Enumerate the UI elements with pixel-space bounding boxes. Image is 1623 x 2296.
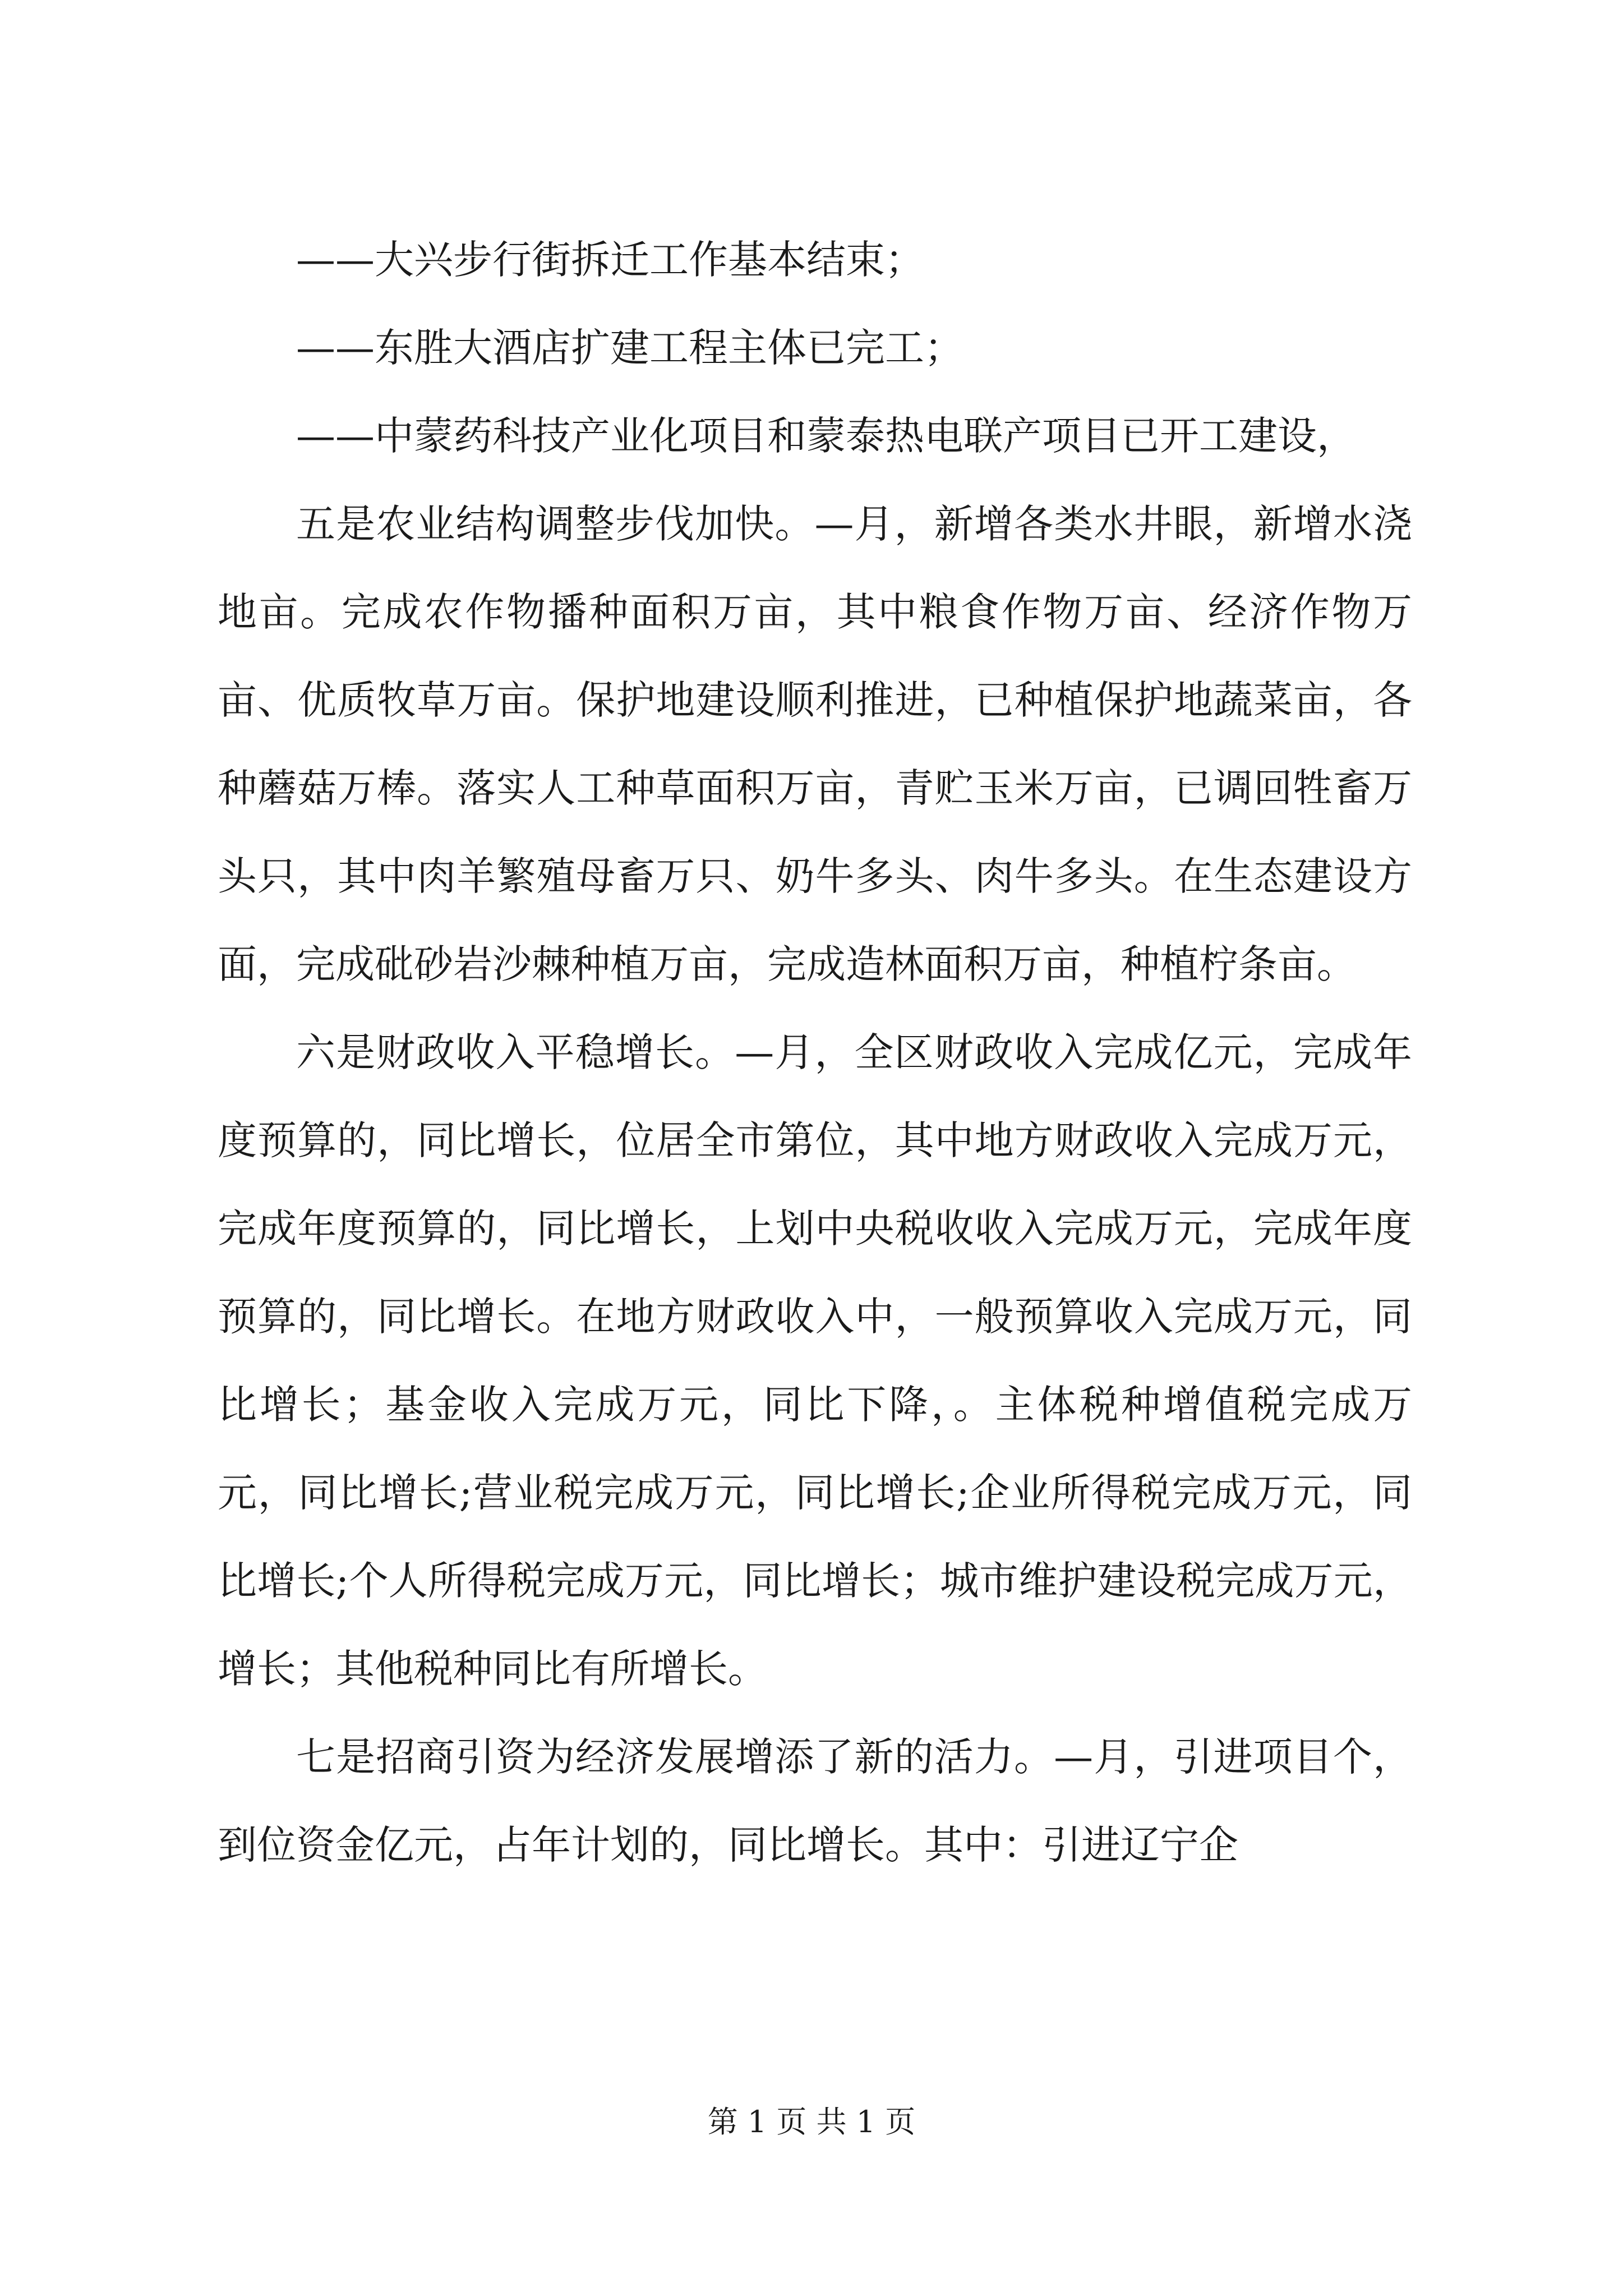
paragraph-2: ——东胜大酒店扩建工程主体已完工； xyxy=(296,325,963,371)
page-number-label: 第 1 页 共 1 页 xyxy=(707,2104,916,2139)
paragraph-1: ——大兴步行街拆迁工作基本结束； xyxy=(296,237,924,283)
paragraph-4: 五是农业结构调整步伐加快。—月，新增各类水井眼，新增水浇地亩。完成农作物播种面积万亩，其中粮食作物万亩、经济作物万亩、优质牧草万亩。保护地建设顺利推进，已种植保护地蔬菜亩，各种蘑菇万棒。落实人工种草面积万亩，青贮玉米万亩，已调回牲畜万头只，其中肉羊繁殖母畜万只、奶牛多头、肉牛多头。在生态建设方面，完成砒砂岩沙棘种植万亩，完成造林面积万亩，种植柠条亩。 xyxy=(218,501,1412,987)
paragraph-5: 六是财政收入平稳增长。—月，全区财政收入完成亿元，完成年度预算的，同比增长，位居全市第位，其中地方财政收入完成万元，完成年度预算的，同比增长，上划中央税收收入完成万元，完成年度预算的，同比增长。在地方财政收入中，一般预算收入完成万元，同比增长；基金收入完成万元，同比下降，。主体税种增值税完成万元，同比增长;营业税完成万元，同比增长;企业所得税完成万元，同比增长;个人所得税完成万元，同比增长；城市维护建设税完成万元，增长；其他税种同比有所增长。 xyxy=(218,1029,1412,1692)
document-body xyxy=(218,216,1412,1889)
paragraph-6: 七是招商引资为经济发展增添了新的活力。—月，引进项目个，到位资金亿元，占年计划的，同比增长。其中：引进辽宁企 xyxy=(218,1734,1412,1868)
page-footer xyxy=(0,2102,1623,2142)
paragraph-3: ——中蒙药科技产业化项目和蒙泰热电联产项目已开工建设， xyxy=(296,413,1356,459)
